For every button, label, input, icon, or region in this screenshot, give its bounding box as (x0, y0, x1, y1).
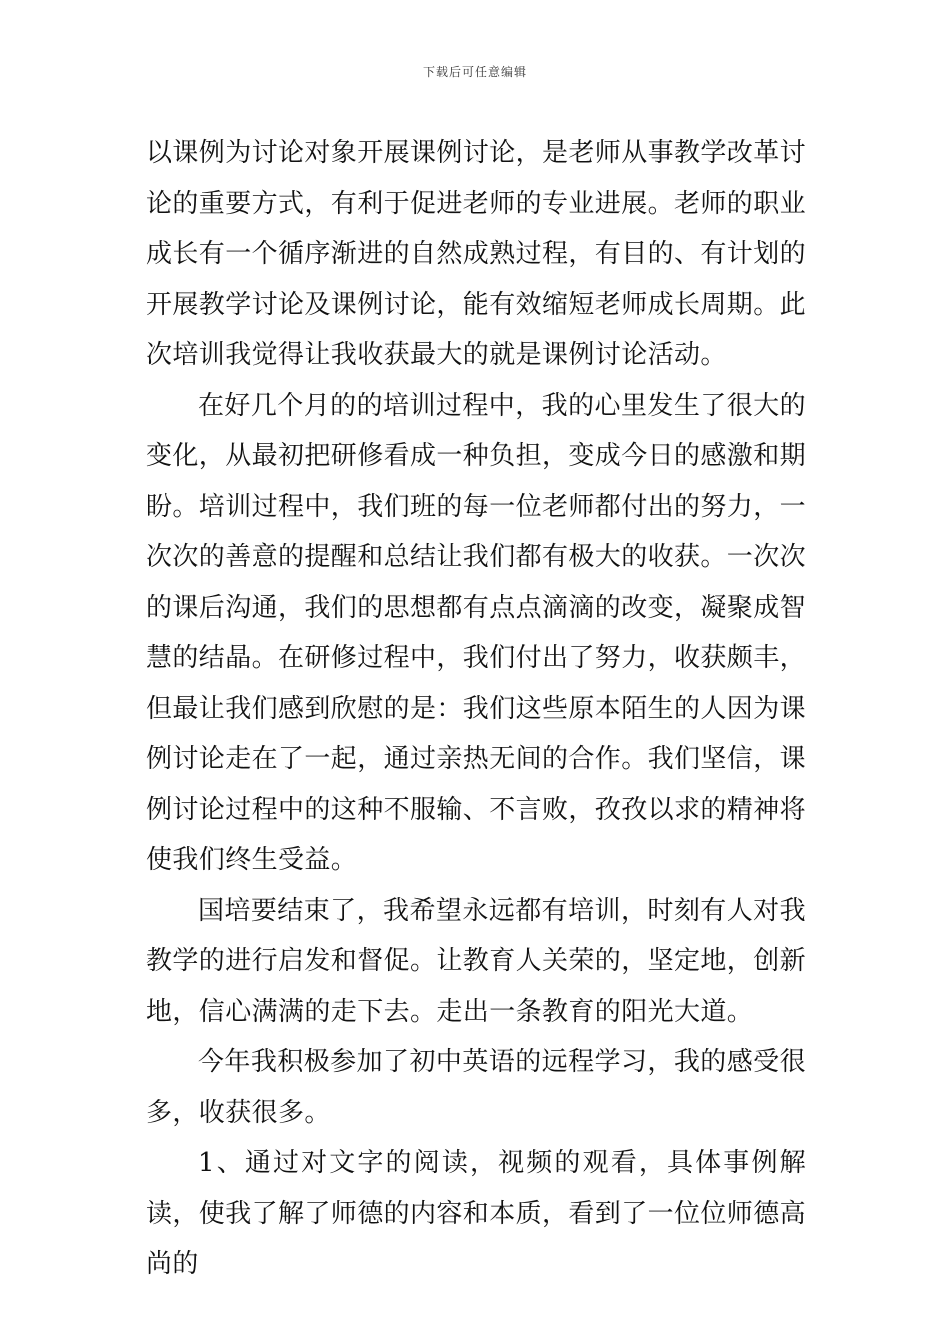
paragraph: 国培要结束了，我希望永远都有培训，时刻有人对我教学的进行启发和督促。让教育人关荣的，坚定地，创新地，信心满满的走下去。走出一条教育的阳光大道。 (146, 895, 807, 1027)
paragraph: 1、通过对文字的阅读，视频的观看，具体事例解读，使我了解了师德的内容和本质，看到了一位位师德高尚的 (146, 1148, 807, 1279)
document-body (146, 128, 806, 1290)
paragraph: 在好几个月的的培训过程中，我的心里发生了很大的变化，从最初把研修看成一种负担，变成今日的感激和期盼。培训过程中，我们班的每一位老师都付出的努力，一次次的善意的提醒和总结让我们都有极大的收获。一次次的课后沟通，我们的思想都有点点滴滴的改变，凝聚成智慧的结晶。在研修过程中，我们付出了努力，收获颇丰，但最让我们感到欣慰的是：我们这些原本陌生的人因为课例讨论走在了一起，通过亲热无间的合作。我们坚信，课例讨论过程中的这种不服输、不言败，孜孜以求的精神将使我们终生受益。 (146, 390, 807, 875)
page-header: 下载后可任意编辑 (422, 65, 527, 79)
paragraph: 以课例为讨论对象开展课例讨论，是老师从事教学改革讨论的重要方式，有利于促进老师的专业进展。老师的职业成长有一个循序渐进的自然成熟过程，有目的、有计划的开展教学讨论及课例讨论，能有效缩短老师成长周期。此次培训我觉得让我收获最大的就是课例讨论活动。 (146, 138, 807, 370)
paragraph: 今年我积极参加了初中英语的远程学习，我的感受很多，收获很多。 (146, 1047, 806, 1128)
